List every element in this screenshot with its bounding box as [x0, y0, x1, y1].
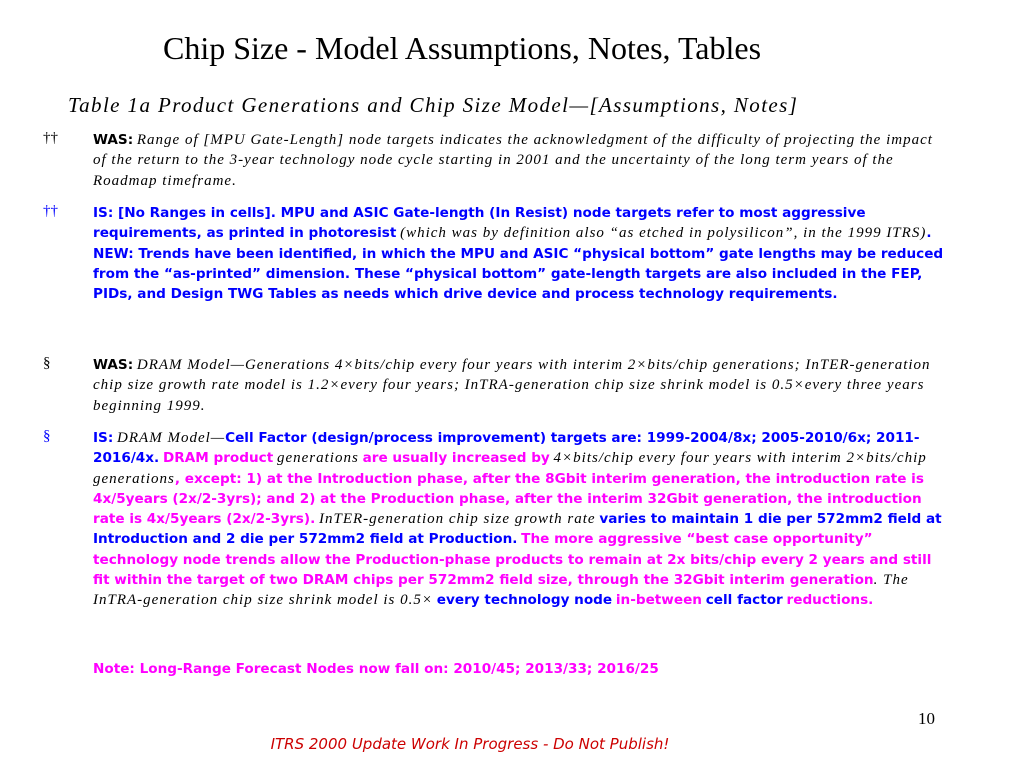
note-seg: varies to maintain 1 die per 572mm2 field at Introduction and 2 die per 572mm2 field at Production. — [93, 511, 942, 548]
note-seg: reductions. — [786, 592, 874, 609]
note-seg: 4×bits/chip every four years with interim 2×bits/chip generations — [93, 450, 927, 487]
note-seg: Cell Factor (design/process improvement) targets are: 1999-2004/8x; 2005-2010/6x; 2011-2016/4x. — [93, 430, 920, 467]
was-label: WAS: — [93, 357, 134, 373]
note-seg: InTER-generation chip size growth rate — [319, 511, 596, 528]
note-body — [93, 203, 949, 304]
note-seg: DRAM Model— — [117, 430, 226, 446]
note-seg: The more aggressive “best case opportunity” technology node trends allow the Production-phase products to remain at 2x bits/chip every 2 years and still fit within the target of two DRAM chips per 572mm2 field size, through the 32Gbit interim generation — [93, 531, 932, 589]
page-title: Chip Size - Model Assumptions, Notes, Tables — [162, 30, 762, 66]
note-seg: generations — [276, 450, 359, 467]
note-body — [93, 355, 949, 416]
note-marker: †† — [43, 203, 58, 219]
note-marker: § — [43, 428, 51, 444]
paren-text: (which was by definition also “as etched in polysilicon”, in the 1999 ITRS) — [400, 225, 927, 242]
note-seg: DRAM product — [162, 450, 274, 467]
was-label: WAS: — [93, 132, 134, 148]
note-seg: in-between — [615, 592, 702, 609]
note-body — [93, 130, 949, 191]
new-text: NEW: Trends have been identified, in which the MPU and ASIC “physical bottom” gate lengths may be reduced from the “as-printed” dimension. These “physical bottom” gate-length targets are also included in the FEP, PIDs, and Design TWG Tables as needs which drive device and process technology requirements. — [93, 245, 944, 303]
note-seg: . The InTRA-generation chip size shrink model is 0.5× — [93, 572, 909, 609]
note-text: Range of [MPU Gate-Length] node targets indicates the acknowledgment of the difficulty of projecting the impact of the return to the 3-year technology node cycle starting in 2001 and the uncertainty of the long term years of the Roadmap timeframe. — [93, 132, 933, 189]
footer-notice: ITRS 2000 Update Work In Progress - Do Not Publish! — [270, 735, 670, 753]
is-label: IS: — [93, 430, 114, 446]
period-text: . — [926, 225, 932, 242]
note-body — [93, 428, 949, 611]
is-text: IS: [No Ranges in cells]. MPU and ASIC Gate-length (In Resist) node targets refer to most aggressive requirements, as printed in photoresist — [93, 205, 866, 242]
page-number: 10 — [918, 709, 935, 728]
note-body — [93, 659, 949, 679]
note-seg: cell factor — [705, 592, 783, 609]
note-marker: †† — [43, 130, 58, 146]
table-subtitle: Table 1a Product Generations and Chip Size Model—[Assumptions, Notes] — [68, 93, 799, 117]
long-range-note: Note: Long-Range Forecast Nodes now fall on: 2010/45; 2013/33; 2016/25 — [93, 661, 659, 677]
note-text: DRAM Model—Generations 4×bits/chip every four years with interim 2×bits/chip generations; InTER-generation chip size growth rate model is 1.2×every four years; InTRA-generation chip size shrink model is 0.5×every three years beginning 1999. — [93, 357, 931, 414]
note-seg: , except: 1) at the Introduction phase, after the 8Gbit interim generation, the introduction rate is 4x/5years (2x/2-3yrs); and 2) at the Production phase, after the interim 32Gbit generation, the introduction rate is 4x/5years (2x/2-3yrs). — [93, 470, 924, 528]
note-seg: every technology node — [436, 592, 613, 609]
note-seg: are usually increased by — [362, 450, 550, 467]
note-marker: § — [43, 355, 51, 371]
